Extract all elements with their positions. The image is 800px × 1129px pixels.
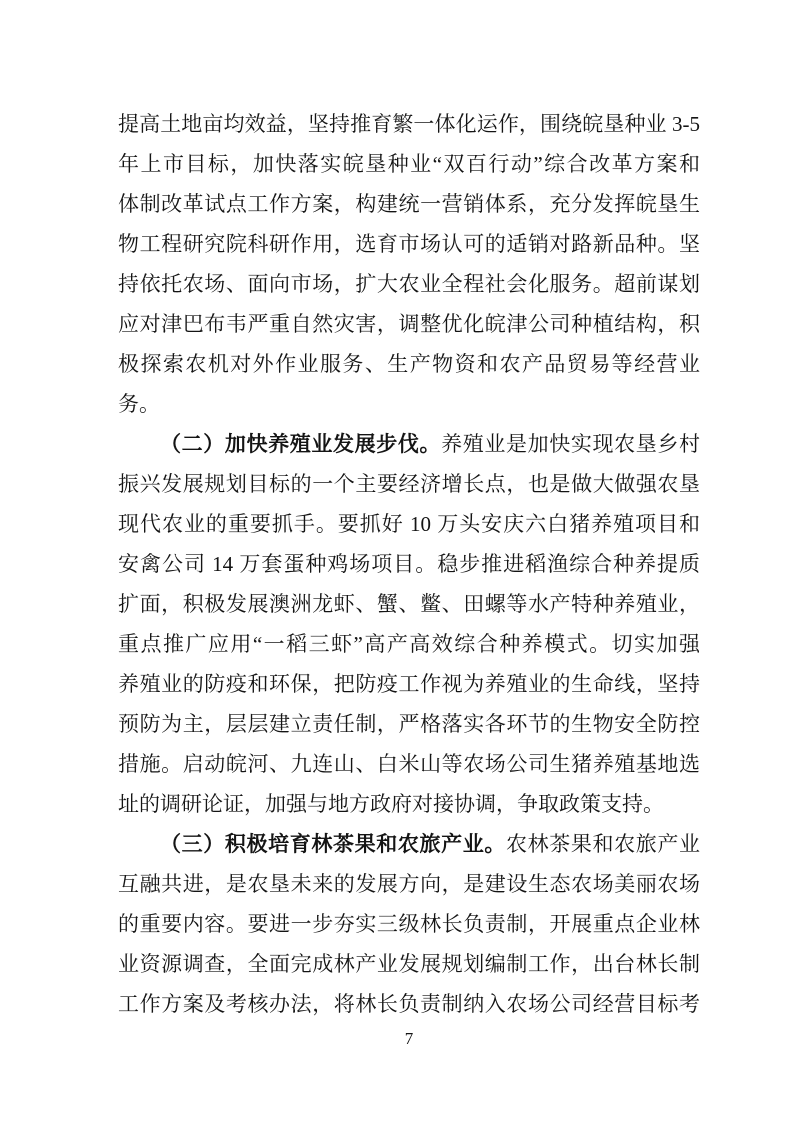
body-text: 业资源调查，全面完成林产业发展规划编制工作，出台林长制 <box>118 952 700 976</box>
text-line <box>118 864 700 904</box>
text-line <box>118 784 700 824</box>
text-line <box>118 984 700 1024</box>
body-text: 持依托农场、面向市场，扩大农业全程社会化服务。超前谋划 <box>118 272 700 296</box>
text-line <box>118 184 700 224</box>
body-text: 养殖业是加快实现农垦乡村 <box>441 432 700 456</box>
text-line <box>118 424 700 464</box>
text-column <box>118 104 700 1024</box>
text-line <box>118 904 700 944</box>
text-line <box>118 304 700 344</box>
body-text: 预防为主，层层建立责任制，严格落实各环节的生物安全防控 <box>118 712 700 736</box>
text-line <box>118 144 700 184</box>
body-text: 振兴发展规划目标的一个主要经济增长点，也是做大做强农垦 <box>118 472 700 496</box>
body-text: 养殖业的防疫和环保，把防疫工作视为养殖业的生命线，坚持 <box>118 672 700 696</box>
text-line <box>118 944 700 984</box>
body-text: 的重要内容。要进一步夯实三级林长负责制，开展重点企业林 <box>118 912 700 936</box>
text-line <box>118 464 700 504</box>
body-text: 极探索农机对外作业服务、生产物资和农产品贸易等经营业 <box>118 352 700 376</box>
body-text: 址的调研论证，加强与地方政府对接协调，争取政策支持。 <box>118 792 664 816</box>
body-text: 应对津巴布韦严重自然灾害，调整优化皖津公司种植结构，积 <box>118 312 700 336</box>
body-text: 农林茶果和农旅产业 <box>506 832 700 856</box>
body-text: 扩面，积极发展澳洲龙虾、蟹、鳖、田螺等水产特种养殖业， <box>118 592 700 616</box>
section-heading-text: （二）加快养殖业发展步伐。 <box>160 432 442 456</box>
text-line <box>118 504 700 544</box>
body-text: 现代农业的重要抓手。要抓好 10 万头安庆六白猪养殖项目和 <box>118 512 700 536</box>
body-text: 提高土地亩均效益，坚持推育繁一体化运作，围绕皖垦种业 3-5 <box>118 112 700 136</box>
text-line <box>118 224 700 264</box>
body-text: 互融共进，是农垦未来的发展方向，是建设生态农场美丽农场 <box>118 872 700 896</box>
text-line <box>118 584 700 624</box>
text-line <box>118 344 700 384</box>
text-line <box>118 624 700 664</box>
body-text: 务。 <box>118 392 160 416</box>
text-line <box>118 264 700 304</box>
text-line <box>118 744 700 784</box>
body-text: 体制改革试点工作方案，构建统一营销体系，充分发挥皖垦生 <box>118 192 700 216</box>
text-line <box>118 384 700 424</box>
body-text: 工作方案及考核办法，将林长负责制纳入农场公司经营目标考 <box>118 992 700 1016</box>
text-line <box>118 824 700 864</box>
body-text: 物工程研究院科研作用，选育市场认可的适销对路新品种。坚 <box>118 232 700 256</box>
body-text: 措施。启动皖河、九连山、白米山等农场公司生猪养殖基地选 <box>118 752 700 776</box>
body-text: 安禽公司 14 万套蛋种鸡场项目。稳步推进稻渔综合种养提质 <box>118 552 700 576</box>
text-line <box>118 664 700 704</box>
text-line <box>118 104 700 144</box>
body-text: 重点推广应用“一稻三虾”高产高效综合种养模式。切实加强 <box>118 632 700 656</box>
text-line <box>118 704 700 744</box>
page-number: 7 <box>404 1029 414 1048</box>
text-line <box>118 544 700 584</box>
body-text: 年上市目标，加快落实皖垦种业“双百行动”综合改革方案和 <box>118 152 700 176</box>
section-heading-text: （三）积极培育林茶果和农旅产业。 <box>160 832 506 856</box>
